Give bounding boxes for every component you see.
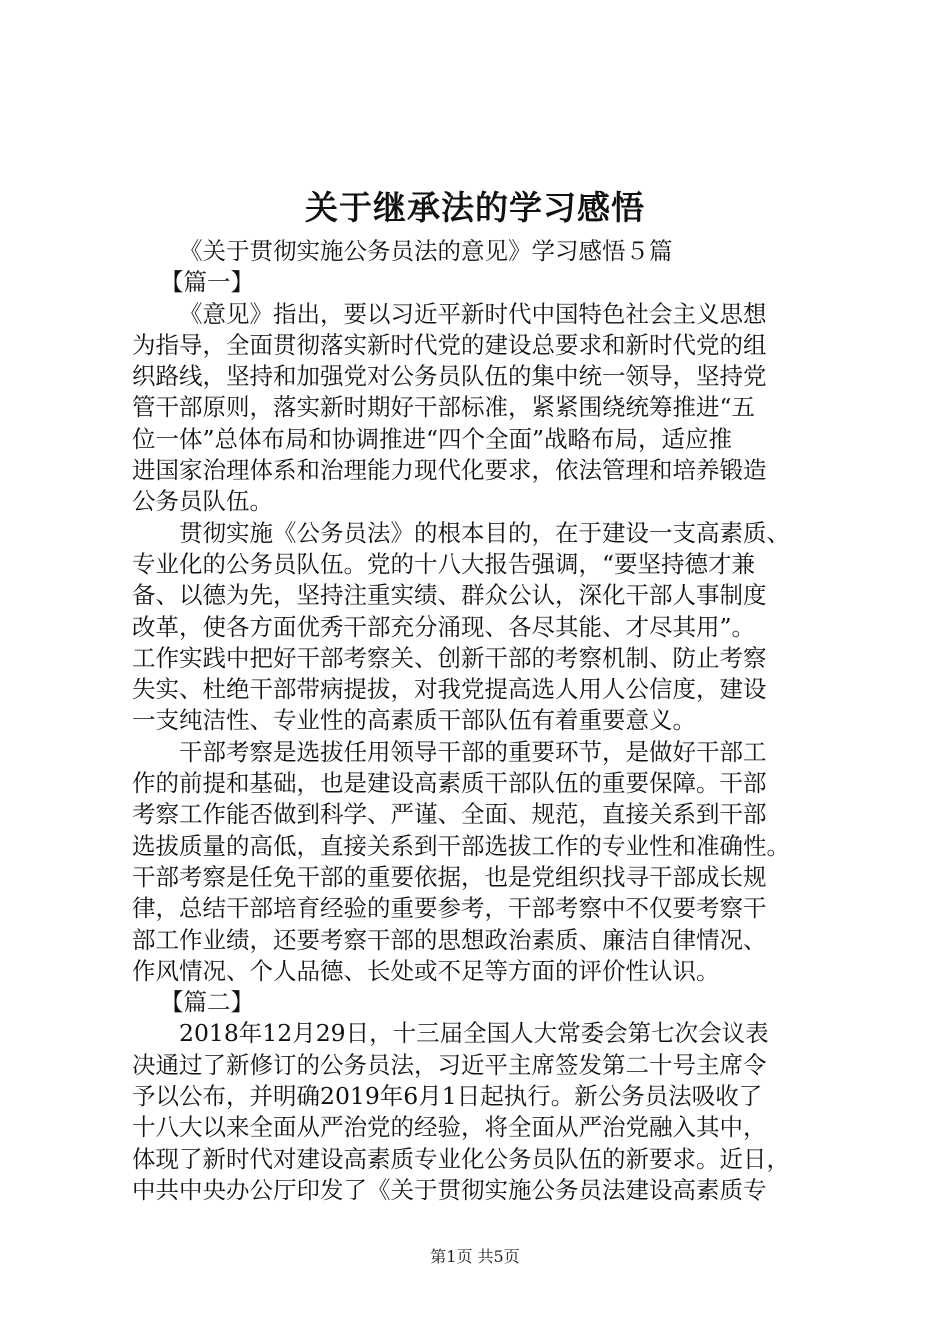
text-line: 考察工作能否做到科学、严谨、全面、规范，直接关系到干部 — [132, 800, 767, 829]
text-line: 进国家治理体系和治理能力现代化要求，依法管理和培养锻造 — [132, 456, 767, 485]
document-body — [132, 236, 832, 1206]
text-line: 干部考察是任免干部的重要依据，也是党组织找寻干部成长规 — [132, 862, 767, 891]
section-heading: 【篇二】 — [160, 988, 254, 1017]
text-line: 部工作业绩，还要考察干部的思想政治素质、廉洁自律情况、 — [132, 925, 767, 954]
text-line: 予以公布，并明确2019年6月1日起执行。新公务员法吸收了 — [132, 1082, 763, 1111]
subtitle-line: 《关于贯彻实施公务员法的意见》学习感悟５篇 — [179, 237, 673, 265]
text-line: 失实、杜绝干部带病提拔，对我党提高选人用人公信度，建设 — [132, 675, 767, 704]
text-line: 选拔质量的高低，直接关系到干部选拔工作的专业性和准确性。 — [132, 831, 790, 860]
text-line: 《意见》指出，要以习近平新时代中国特色社会主义思想 — [179, 299, 767, 328]
text-line: 作风情况、个人品德、长处或不足等方面的评价性认识。 — [132, 956, 720, 985]
text-line: 律，总结干部培育经验的重要参考，干部考察中不仅要考察干 — [132, 894, 767, 923]
text-line: 备、以德为先，坚持注重实绩、群众公认，深化干部人事制度 — [132, 581, 767, 610]
page-number: 第1页 共5页 — [430, 1247, 520, 1266]
text-line: 作的前提和基础，也是建设高素质干部队伍的重要保障。干部 — [132, 769, 767, 798]
text-line: 体现了新时代对建设高素质专业化公务员队伍的新要求。近日， — [132, 1144, 790, 1173]
text-line: 管干部原则，落实新时期好干部标准，紧紧围绕统筹推进“五 — [132, 393, 756, 422]
text-line: 贯彻实施《公务员法》的根本目的，在于建设一支高素质、 — [179, 518, 790, 547]
text-line: 工作实践中把好干部考察关、创新干部的考察机制、防止考察 — [132, 643, 767, 672]
text-line: 一支纯洁性、专业性的高素质干部队伍有着重要意义。 — [132, 706, 696, 735]
text-line: 决通过了新修订的公务员法，习近平主席签发第二十号主席令 — [132, 1050, 767, 1079]
text-line: 公务员队伍。 — [132, 487, 273, 516]
text-line: 为指导，全面贯彻落实新时代党的建设总要求和新时代党的组 — [132, 330, 767, 359]
section-heading: 【篇一】 — [160, 268, 254, 297]
text-line: 2018年12月29日，十三届全国人大常委会第七次会议表 — [179, 1019, 769, 1048]
document-title: 关于继承法的学习感悟 — [305, 188, 645, 227]
text-line: 改革，使各方面优秀干部充分涌现、各尽其能、才尽其用”。 — [132, 612, 756, 641]
text-line: 专业化的公务员队伍。党的十八大报告强调，“要坚持德才兼 — [132, 549, 756, 578]
text-line: 干部考察是选拔任用领导干部的重要环节，是做好干部工 — [179, 737, 767, 766]
text-line: 位一体”总体布局和协调推进“四个全面”战略布局，适应推 — [132, 424, 733, 453]
text-line: 织路线，坚持和加强党对公务员队伍的集中统一领导，坚持党 — [132, 362, 767, 391]
text-line: 中共中央办公厅印发了《关于贯彻实施公务员法建设高素质专 — [132, 1175, 767, 1204]
text-line: 十八大以来全面从严治党的经验，将全面从严治党融入其中， — [132, 1113, 767, 1142]
